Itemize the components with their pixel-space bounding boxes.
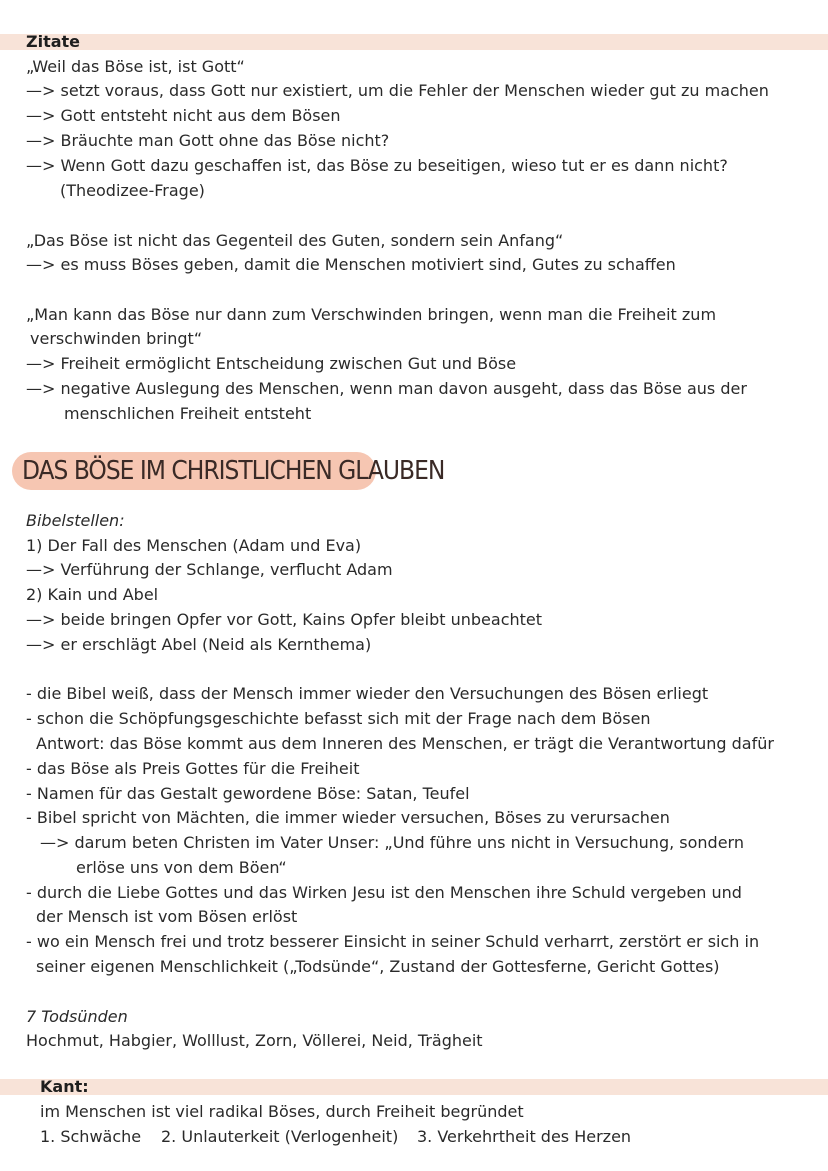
punkt-5-note-cont: erlöse uns von dem Böen“ (76, 858, 287, 877)
kant-item-1: 1. Schwäche (40, 1127, 142, 1146)
punkt-7-cont: seiner eigenen Menschlichkeit („Todsünde“, Zustand der Gottesferne, Gericht Gottes) (36, 957, 720, 976)
todsuenden-label: 7 Todsünden (26, 1007, 128, 1026)
zitat-3: „Man kann das Böse nur dann zum Verschwinden bringen, wenn man die Freiheit zum (26, 305, 717, 324)
zitat-2-note-1: —> es muss Böses geben, damit die Menschen motiviert sind, Gutes zu schaffen (26, 255, 676, 274)
section-heading: DAS BÖSE IM CHRISTLICHEN GLAUBEN (22, 456, 445, 486)
punkt-6: - durch die Liebe Gottes und das Wirken Jesu ist den Menschen ihre Schuld vergeben und (26, 883, 742, 902)
kant-item-3: 3. Verkehrtheit des Herzen (417, 1127, 632, 1146)
punkt-7: - wo ein Mensch frei und trotz besserer Einsicht in seiner Schuld verharrt, zerstört er sich in (26, 932, 760, 951)
bibel-item-1: 1) Der Fall des Menschen (Adam und Eva) (26, 536, 362, 555)
zitate-highlight-band (0, 34, 828, 50)
punkt-2: - schon die Schöpfungsgeschichte befasst sich mit der Frage nach dem Bösen (26, 709, 651, 728)
bibel-item-2-note-2: —> er erschlägt Abel (Neid als Kernthema) (26, 635, 372, 654)
zitat-3-note-1: —> Freiheit ermöglicht Entscheidung zwischen Gut und Böse (26, 354, 517, 373)
bibel-item-2: 2) Kain und Abel (26, 585, 159, 604)
zitat-1-note-1: —> setzt voraus, dass Gott nur existiert, um die Fehler der Menschen wieder gut zu machen (26, 81, 769, 100)
punkt-1: - die Bibel weiß, dass der Mensch immer wieder den Versuchungen des Bösen erliegt (26, 684, 709, 703)
kant-title: Kant: (40, 1077, 89, 1096)
punkt-5: - Bibel spricht von Mächten, die immer wieder versuchen, Böses zu verursachen (26, 808, 670, 827)
zitat-1-note-3: —> Bräuchte man Gott ohne das Böse nicht? (26, 131, 390, 150)
zitate-title: Zitate (26, 32, 81, 51)
zitat-1-note-4-cont: (Theodizee-Frage) (60, 181, 205, 200)
kant-statement: im Menschen ist viel radikal Böses, durch Freiheit begründet (40, 1102, 524, 1121)
zitat-1: „Weil das Böse ist, ist Gott“ (26, 57, 245, 76)
bibelstellen-label: Bibelstellen: (26, 511, 125, 530)
punkt-5-note: —> darum beten Christen im Vater Unser: „Und führe uns nicht in Versuchung, sondern (40, 833, 744, 852)
bibel-item-2-note-1: —> beide bringen Opfer vor Gott, Kains Opfer bleibt unbeachtet (26, 610, 543, 629)
zitat-3-note-2-cont: menschlichen Freiheit entsteht (64, 404, 312, 423)
kant-highlight-band (0, 1079, 828, 1095)
bibel-item-1-note: —> Verführung der Schlange, verflucht Adam (26, 560, 393, 579)
kant-item-2: 2. Unlauterkeit (Verlogenheit) (161, 1127, 399, 1146)
zitat-1-note-2: —> Gott entsteht nicht aus dem Bösen (26, 106, 341, 125)
punkt-3: - das Böse als Preis Gottes für die Freiheit (26, 759, 360, 778)
zitat-3-cont: verschwinden bringt“ (30, 329, 203, 348)
todsuenden-list: Hochmut, Habgier, Wolllust, Zorn, Völlerei, Neid, Trägheit (26, 1031, 483, 1050)
punkt-4: - Namen für das Gestalt gewordene Böse: Satan, Teufel (26, 784, 470, 803)
zitat-1-note-4: —> Wenn Gott dazu geschaffen ist, das Böse zu beseitigen, wieso tut er es dann nicht? (26, 156, 728, 175)
zitat-2: „Das Böse ist nicht das Gegenteil des Guten, sondern sein Anfang“ (26, 231, 564, 250)
zitat-3-note-2: —> negative Auslegung des Menschen, wenn man davon ausgeht, dass das Böse aus der (26, 379, 747, 398)
punkt-6-cont: der Mensch ist vom Bösen erlöst (36, 907, 298, 926)
punkt-2-answer: Antwort: das Böse kommt aus dem Inneren des Menschen, er trägt die Verantwortung dafür (36, 734, 774, 753)
